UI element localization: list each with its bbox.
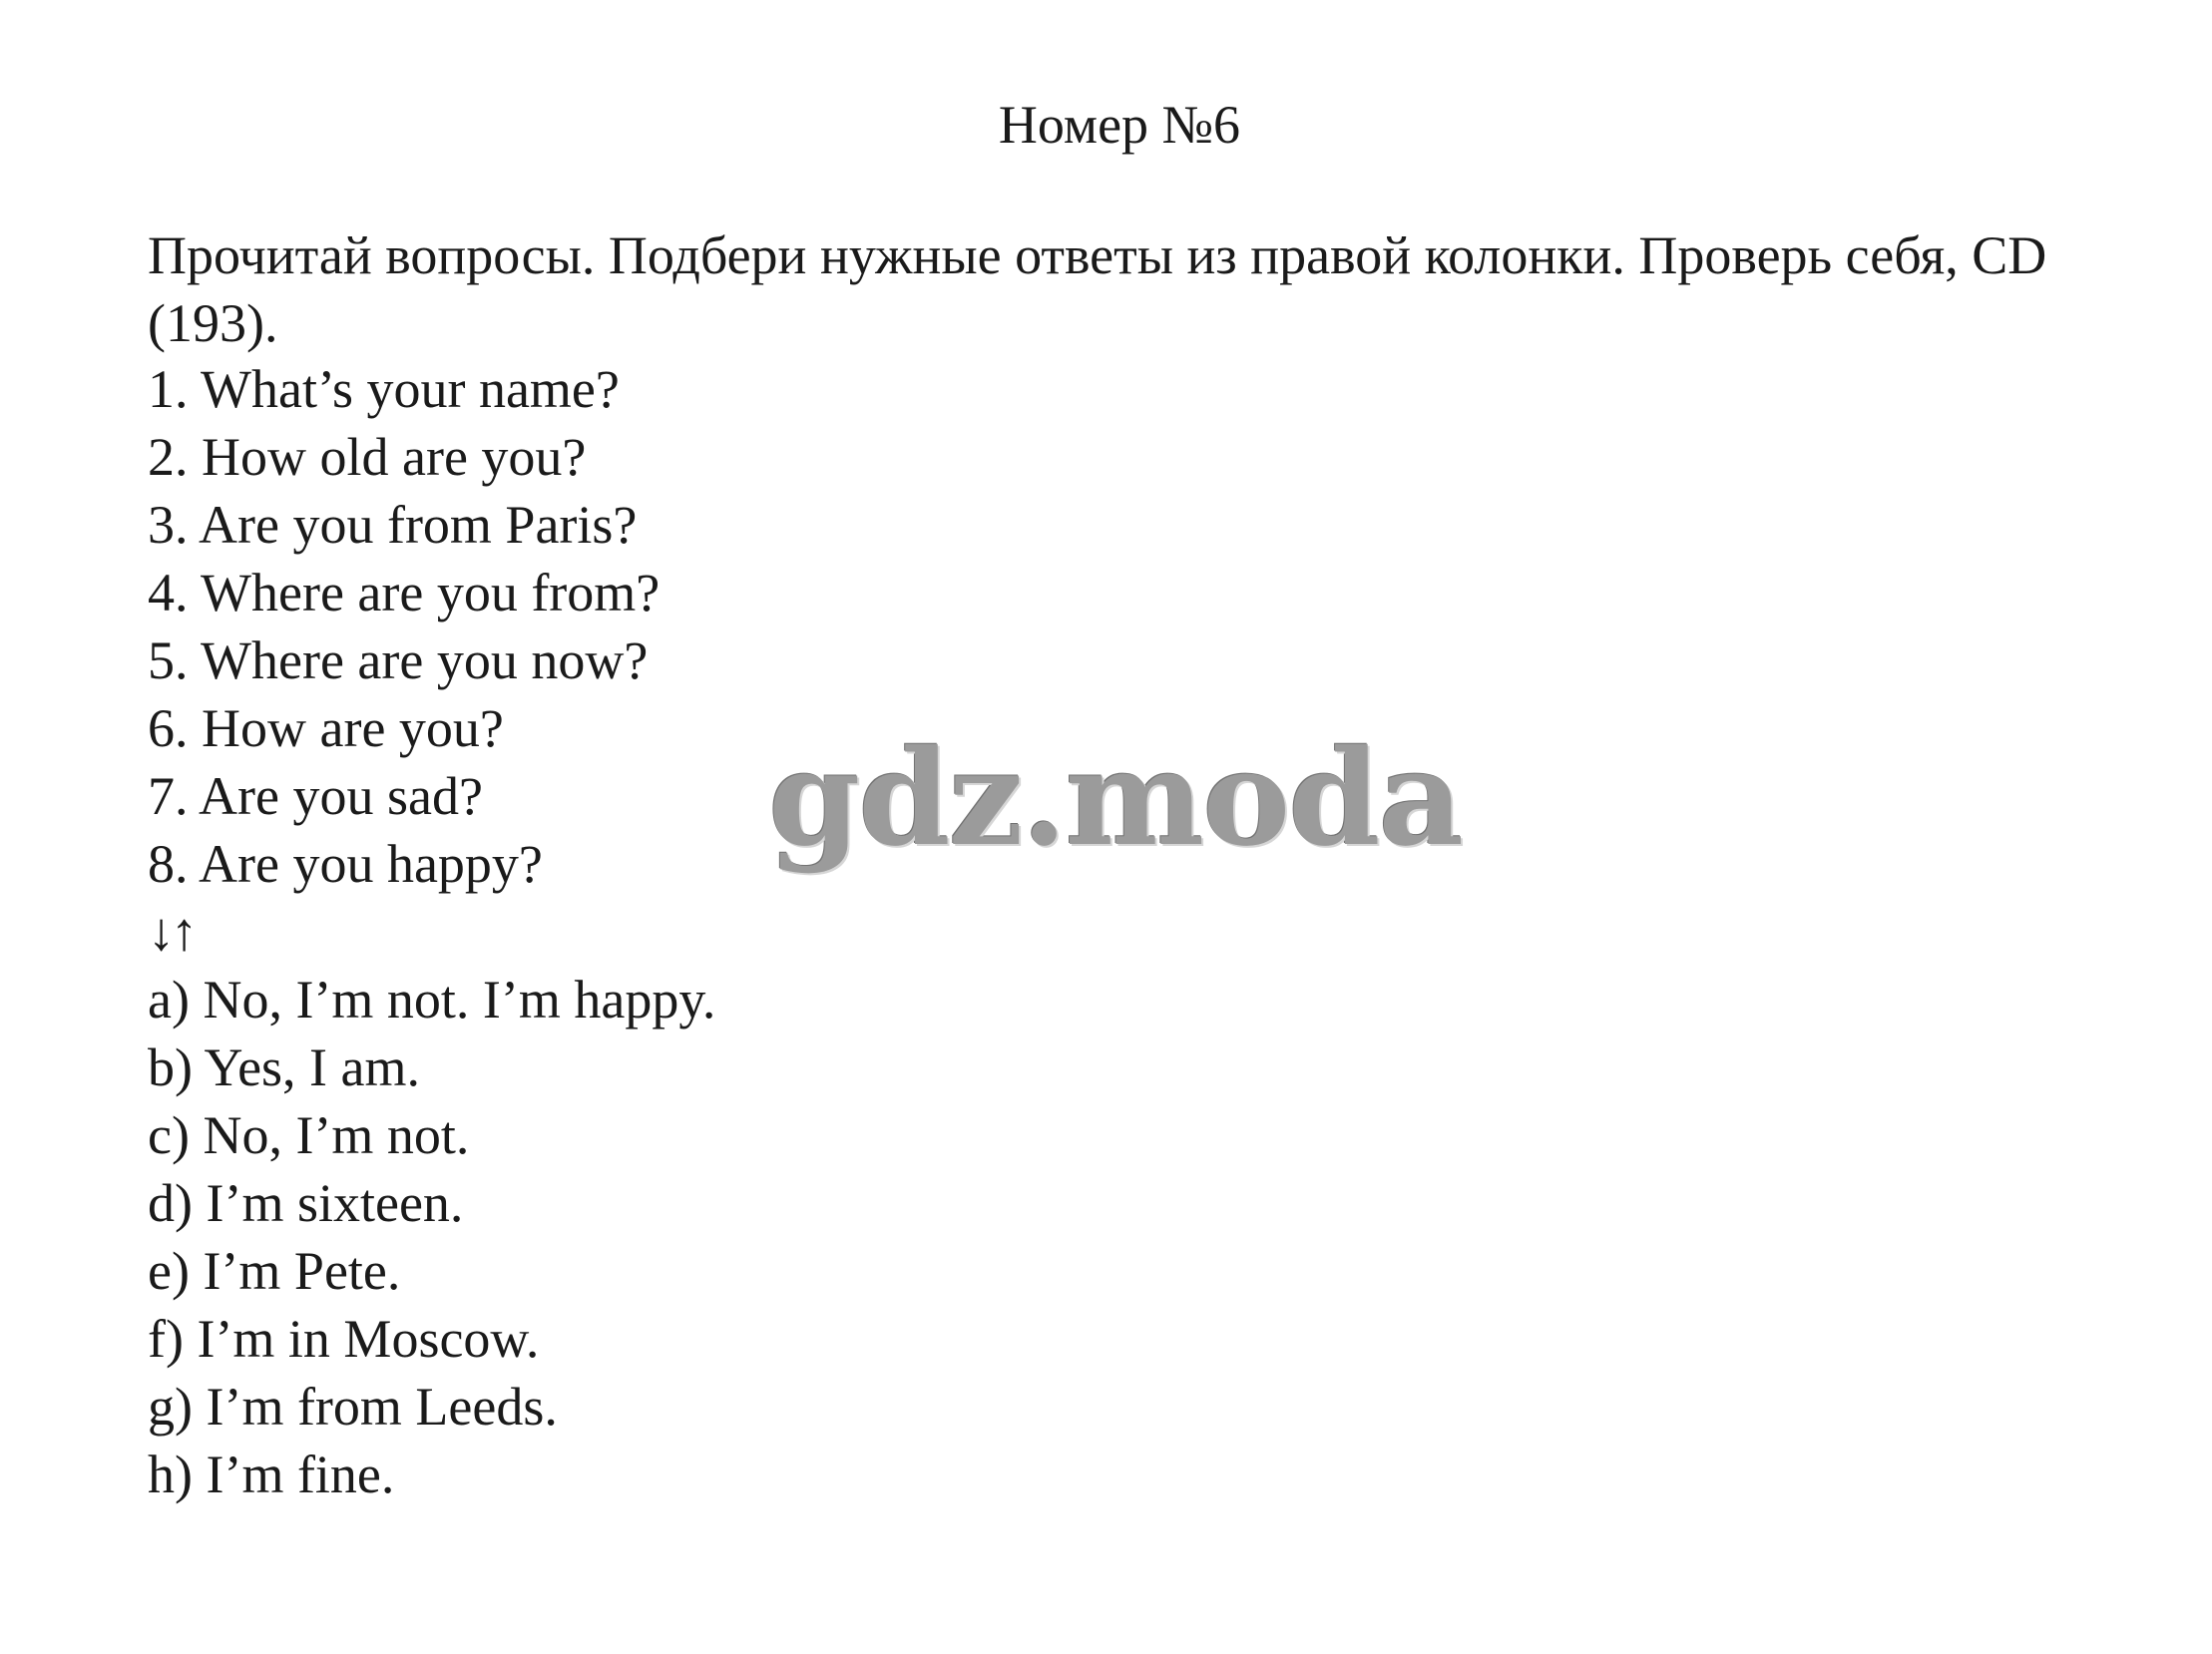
question-item: 1. What’s your name? [148, 359, 620, 419]
watermark-logo: gdz.moda [768, 721, 1463, 876]
answer-item: d) I’m sixteen. [148, 1173, 464, 1233]
answer-item: f) I’m in Moscow. [148, 1309, 540, 1369]
answer-item: a) No, I’m not. I’m happy. [148, 970, 716, 1030]
question-item: 6. How are you? [148, 698, 504, 758]
match-arrows-icon: ↓↑ [148, 902, 194, 962]
exercise-title: Номер №6 [998, 95, 1241, 155]
question-item: 3. Are you from Paris? [148, 495, 638, 555]
answer-item: c) No, I’m not. [148, 1105, 470, 1165]
exercise-content [148, 355, 715, 1508]
question-item: 5. Where are you now? [148, 630, 649, 690]
question-item: 8. Are you happy? [148, 834, 543, 894]
question-item: 7. Are you sad? [148, 766, 483, 826]
answer-item: g) I’m from Leeds. [148, 1377, 558, 1437]
question-item: 4. Where are you from? [148, 563, 661, 622]
answer-item: e) I’m Pete. [148, 1241, 401, 1301]
exercise-instruction: Прочитай вопросы. Подбери нужные ответы из правой колонки. Проверь себя, CD (193). [148, 225, 2047, 353]
answer-item: b) Yes, I am. [148, 1037, 421, 1097]
question-item: 2. How old are you? [148, 427, 587, 487]
answer-item: h) I’m fine. [148, 1445, 395, 1504]
